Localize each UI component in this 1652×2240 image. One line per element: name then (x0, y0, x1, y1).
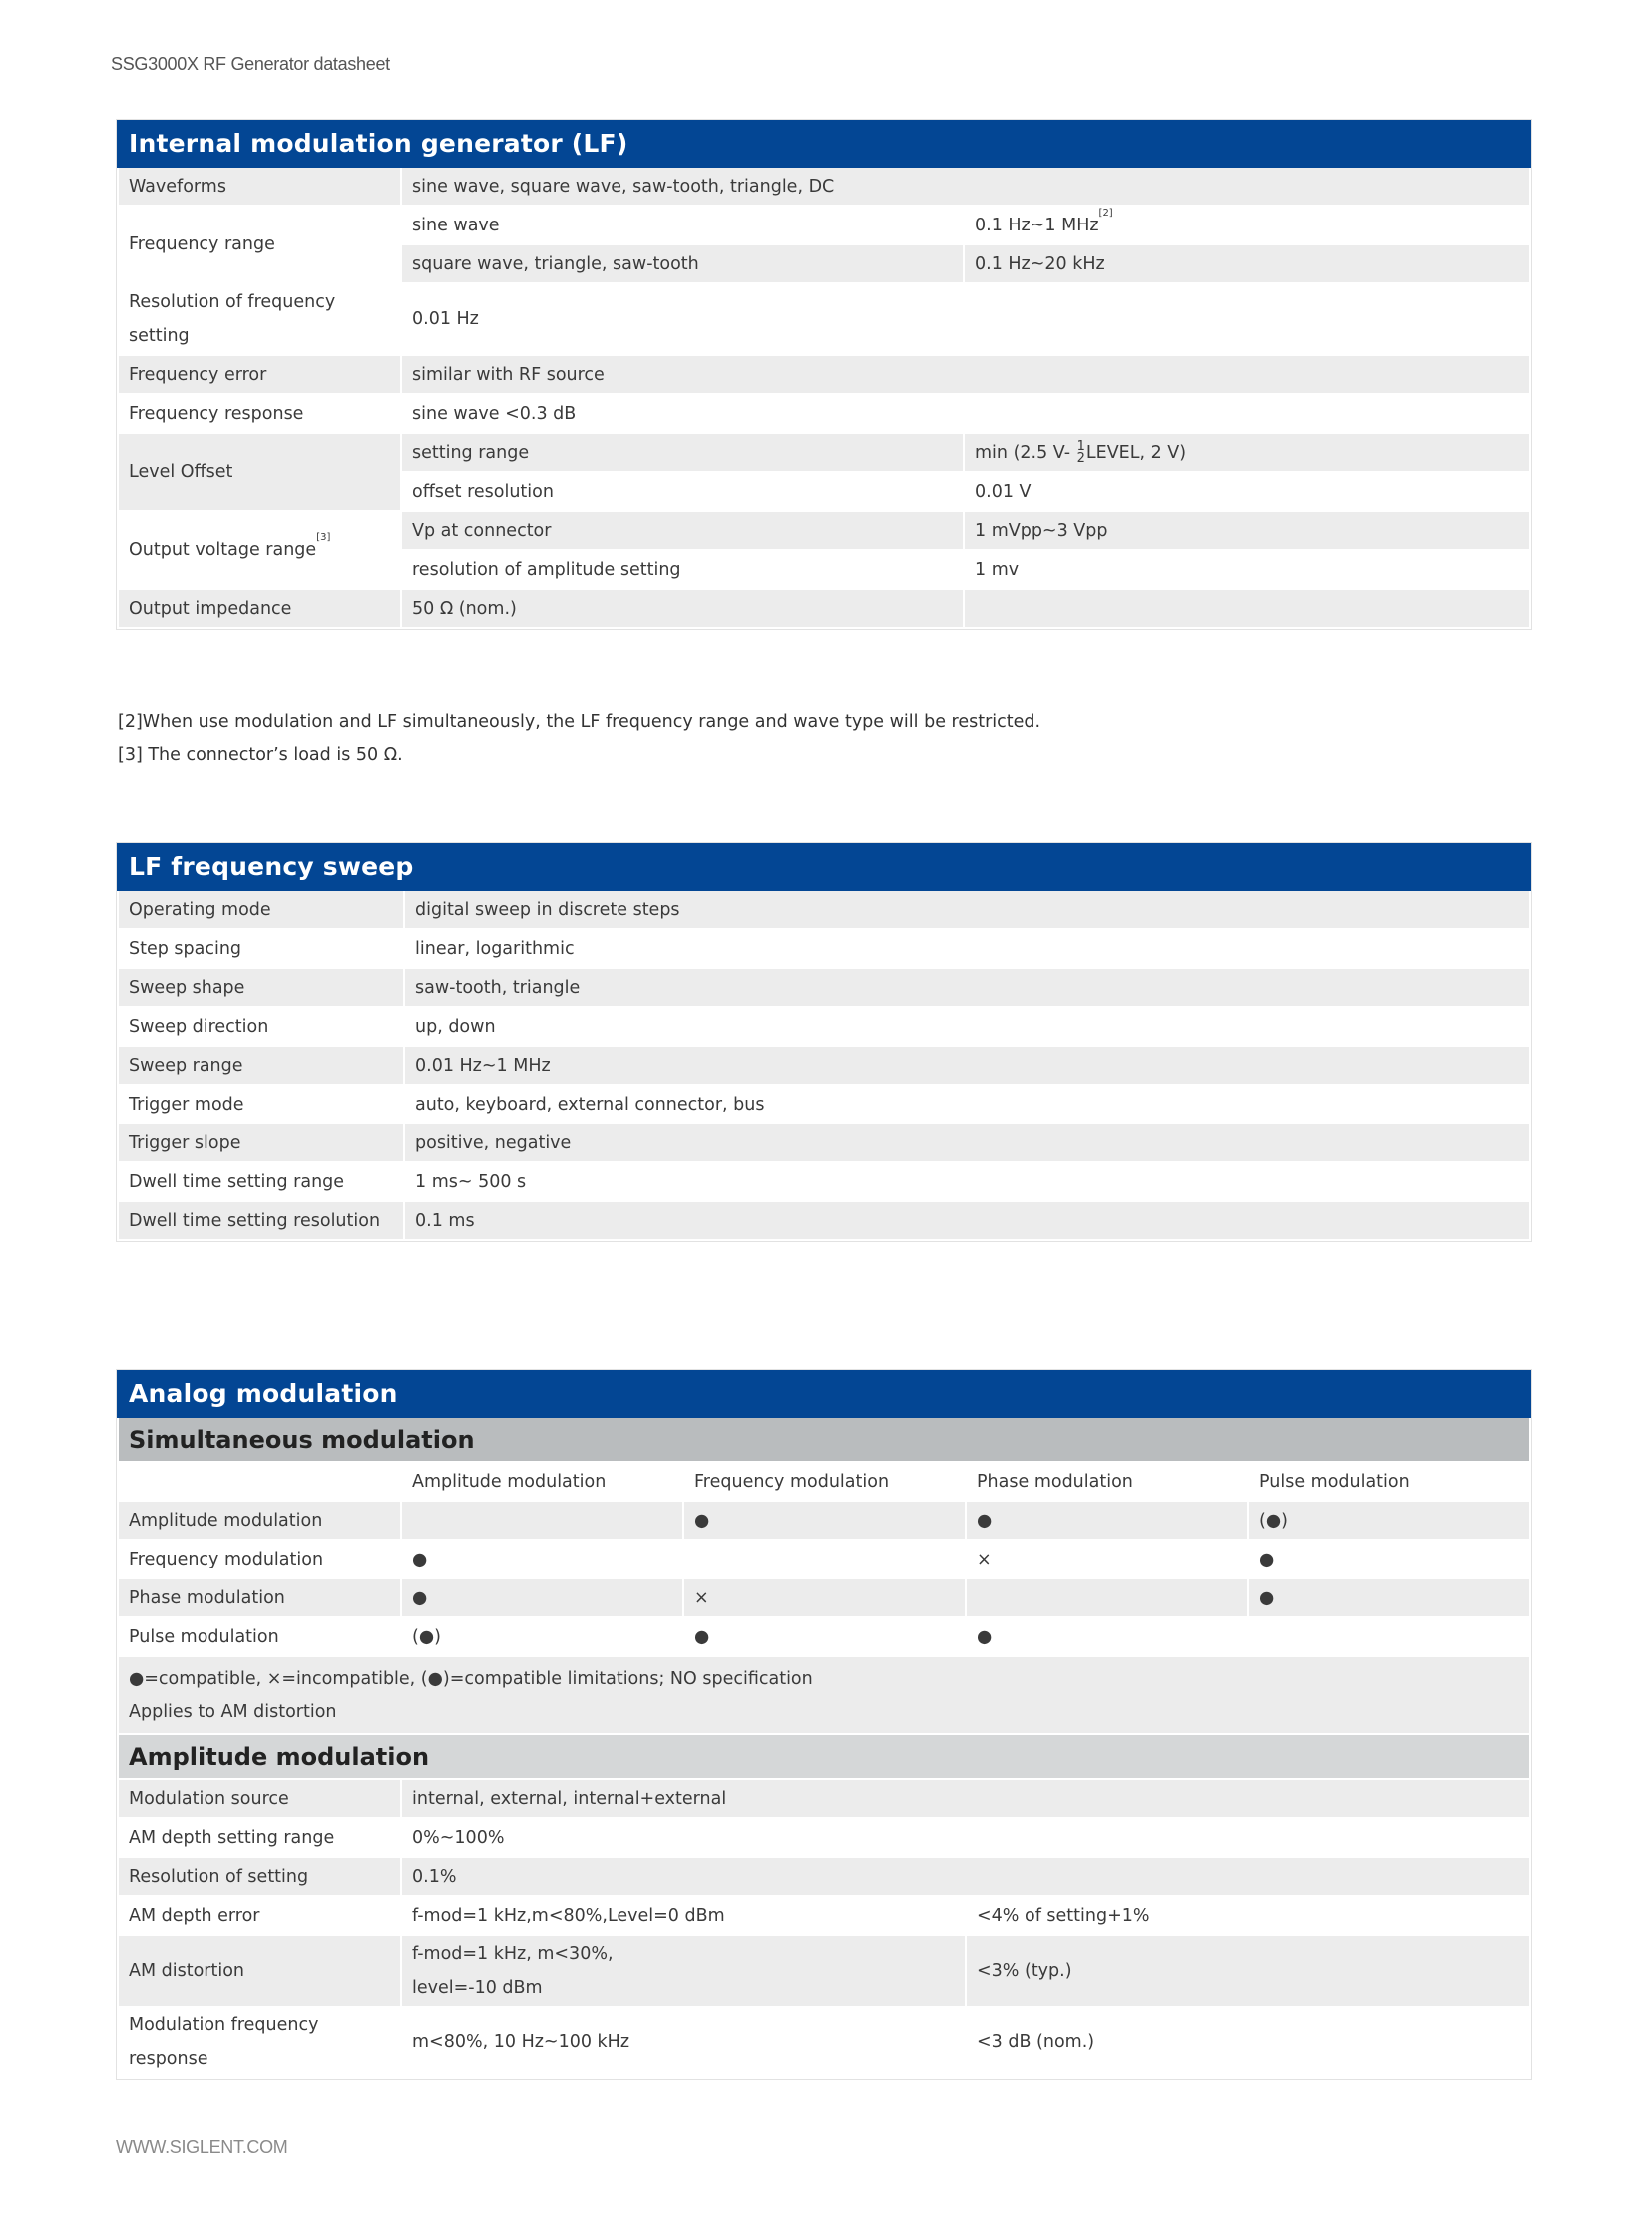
table-row (118, 206, 1530, 244)
table-header (118, 1371, 1530, 1417)
compatibility-cell (1248, 1617, 1530, 1656)
legend-cell (118, 1656, 1530, 1734)
row-condition: f-mod=1 kHz,m<80%,Level=0 dBm (401, 1896, 966, 1935)
label-line: response (129, 2049, 208, 2069)
table-row (118, 1007, 1530, 1046)
compatibility-cell: ● (683, 1617, 966, 1656)
row-label: Dwell time setting resolution (118, 1201, 404, 1240)
row-label: Trigger slope (118, 1123, 404, 1162)
footer-website[interactable]: WWW.SIGLENT.COM (116, 2137, 288, 2157)
row-label: Sweep range (118, 1046, 404, 1085)
row-value: saw-tooth, triangle (404, 968, 1530, 1007)
label-line: Modulation frequency (129, 2016, 319, 2035)
compatibility-cell: ● (966, 1501, 1248, 1540)
table-row (118, 167, 1530, 206)
subsection-title: Simultaneous modulation (118, 1417, 1530, 1462)
value-prefix: min (2.5 V- (975, 442, 1076, 463)
lf-generator-table (117, 120, 1531, 629)
matrix-row-label: Amplitude modulation (118, 1501, 401, 1540)
matrix-header-row (118, 1462, 1530, 1501)
row-empty (964, 589, 1530, 628)
row-value: 0.01 Hz (401, 283, 1530, 355)
row-label: Frequency error (118, 355, 401, 394)
row-value: <3% (typ.) (966, 1935, 1530, 2007)
footnote-ref[interactable]: [2] (1098, 207, 1113, 219)
condition-line: f-mod=1 kHz, m<30%, (412, 1944, 614, 1964)
compatibility-cell: (●) (401, 1617, 683, 1656)
row-value: 0.1% (401, 1857, 1530, 1896)
table-row (118, 394, 1530, 433)
row-value (964, 206, 1530, 244)
row-label: Modulation source (118, 1779, 401, 1818)
table-row (118, 283, 1530, 355)
row-value: up, down (404, 1007, 1530, 1046)
compatibility-cell (966, 1578, 1248, 1617)
row-condition: setting range (401, 433, 964, 472)
row-label: Resolution of setting (118, 1857, 401, 1896)
row-value: 0.1 Hz~20 kHz (964, 244, 1530, 283)
footnote-ref[interactable]: [3] (316, 532, 331, 543)
compatibility-cell: ● (683, 1501, 966, 1540)
row-value: 1 ms~ 500 s (404, 1162, 1530, 1201)
row-label (118, 511, 401, 589)
footnote-3: [3] The connector’s load is 50 Ω. (118, 745, 403, 765)
compatibility-cell (683, 1540, 966, 1578)
row-label: Sweep shape (118, 968, 404, 1007)
matrix-row (118, 1617, 1530, 1656)
section-title: LF frequency sweep (118, 844, 1530, 890)
table-header (118, 844, 1530, 890)
table-row (118, 1123, 1530, 1162)
matrix-column-header: Amplitude modulation (401, 1462, 683, 1501)
compatibility-cell: (●) (1248, 1501, 1530, 1540)
label-text: Output voltage range (129, 540, 317, 560)
row-label: Step spacing (118, 929, 404, 968)
row-value: internal, external, internal+external (401, 1779, 1530, 1818)
table-row (118, 1896, 1530, 1935)
row-label: Frequency range (118, 206, 401, 283)
matrix-note: Applies to AM distortion (129, 1702, 337, 1722)
matrix-column-header: Pulse modulation (1248, 1462, 1530, 1501)
matrix-row (118, 1578, 1530, 1617)
row-label: Dwell time setting range (118, 1162, 404, 1201)
compatibility-cell: × (683, 1578, 966, 1617)
compatibility-cell: ● (401, 1578, 683, 1617)
compatibility-cell: ● (1248, 1540, 1530, 1578)
analog-modulation-table (117, 1370, 1531, 2079)
matrix-column-header: Phase modulation (966, 1462, 1248, 1501)
row-value: sine wave <0.3 dB (401, 394, 1530, 433)
lf-sweep-table (117, 843, 1531, 1241)
table-row (118, 968, 1530, 1007)
matrix-row-label: Pulse modulation (118, 1617, 401, 1656)
row-value: similar with RF source (401, 355, 1530, 394)
section-title: Internal modulation generator (LF) (118, 121, 1530, 167)
section-title: Analog modulation (118, 1371, 1530, 1417)
subsection-header (118, 1734, 1530, 1779)
row-value: 50 Ω (nom.) (401, 589, 964, 628)
row-label: Sweep direction (118, 1007, 404, 1046)
row-value: auto, keyboard, external connector, bus (404, 1085, 1530, 1123)
row-condition: offset resolution (401, 472, 964, 511)
condition-line: level=-10 dBm (412, 1978, 543, 1998)
subsection-header (118, 1417, 1530, 1462)
table-row (118, 890, 1530, 929)
row-value: 1 mVpp~3 Vpp (964, 511, 1530, 550)
value-suffix: LEVEL, 2 V) (1085, 442, 1187, 463)
compatibility-cell (401, 1501, 683, 1540)
row-value: <4% of setting+1% (966, 1896, 1530, 1935)
compatibility-cell: × (966, 1540, 1248, 1578)
matrix-row (118, 1540, 1530, 1578)
table-row (118, 1046, 1530, 1085)
fraction (1076, 438, 1085, 466)
row-condition: sine wave (401, 206, 964, 244)
table-row (118, 929, 1530, 968)
row-value: <3 dB (nom.) (966, 2007, 1530, 2078)
row-value: positive, negative (404, 1123, 1530, 1162)
table-row (118, 1085, 1530, 1123)
table-row (118, 1779, 1530, 1818)
row-value (964, 433, 1530, 472)
table-row (118, 589, 1530, 628)
compatibility-cell: ● (966, 1617, 1248, 1656)
document-title: SSG3000X RF Generator datasheet (111, 54, 390, 74)
row-label: AM distortion (118, 1935, 401, 2007)
row-label: Trigger mode (118, 1085, 404, 1123)
compatibility-cell: ● (1248, 1578, 1530, 1617)
row-value: linear, logarithmic (404, 929, 1530, 968)
table-row (118, 1162, 1530, 1201)
row-condition: Vp at connector (401, 511, 964, 550)
legend-row (118, 1656, 1530, 1734)
table-row (118, 511, 1530, 550)
row-condition: resolution of amplitude setting (401, 550, 964, 589)
row-value: digital sweep in discrete steps (404, 890, 1530, 929)
footnote-2: [2]When use modulation and LF simultaneously, the LF frequency range and wave type will be restricted. (118, 712, 1041, 732)
row-label: AM depth error (118, 1896, 401, 1935)
subsection-title: Amplitude modulation (118, 1734, 1530, 1779)
fraction-numerator: 1 (1076, 438, 1085, 454)
matrix-row-label: Phase modulation (118, 1578, 401, 1617)
matrix-column-header: Frequency modulation (683, 1462, 966, 1501)
row-value: 0.01 Hz~1 MHz (404, 1046, 1530, 1085)
row-label: Waveforms (118, 167, 401, 206)
row-value: 0%~100% (401, 1818, 1530, 1857)
matrix-row (118, 1501, 1530, 1540)
row-label (118, 2007, 401, 2078)
table-row (118, 1201, 1530, 1240)
compatibility-cell: ● (401, 1540, 683, 1578)
row-label: Operating mode (118, 890, 404, 929)
matrix-rows (118, 1501, 1530, 1656)
row-label: AM depth setting range (118, 1818, 401, 1857)
row-label: Resolution of frequency setting (118, 283, 401, 355)
table-header (118, 121, 1530, 167)
row-value: 1 mv (964, 550, 1530, 589)
table-row (118, 1818, 1530, 1857)
matrix-row-label: Frequency modulation (118, 1540, 401, 1578)
sweep-rows (118, 890, 1530, 1240)
row-label: Frequency response (118, 394, 401, 433)
matrix-corner (118, 1462, 401, 1501)
table-row (118, 1857, 1530, 1896)
table-row (118, 2007, 1530, 2078)
row-value: sine wave, square wave, saw-tooth, triangle, DC (401, 167, 1530, 206)
row-value: 0.01 V (964, 472, 1530, 511)
table-row (118, 433, 1530, 472)
value-text: 0.1 Hz~1 MHz (975, 215, 1099, 235)
fraction-denominator: 2 (1076, 450, 1085, 466)
row-condition: square wave, triangle, saw-tooth (401, 244, 964, 283)
row-value: 0.1 ms (404, 1201, 1530, 1240)
table-row (118, 355, 1530, 394)
row-condition: m<80%, 10 Hz~100 kHz (401, 2007, 966, 2078)
row-condition (401, 1935, 966, 2007)
row-label: Level Offset (118, 433, 401, 511)
row-label: Output impedance (118, 589, 401, 628)
matrix-legend: ●=compatible, ×=incompatible, (●)=compatible limitations; NO specification (129, 1669, 813, 1689)
table-row (118, 1935, 1530, 2007)
